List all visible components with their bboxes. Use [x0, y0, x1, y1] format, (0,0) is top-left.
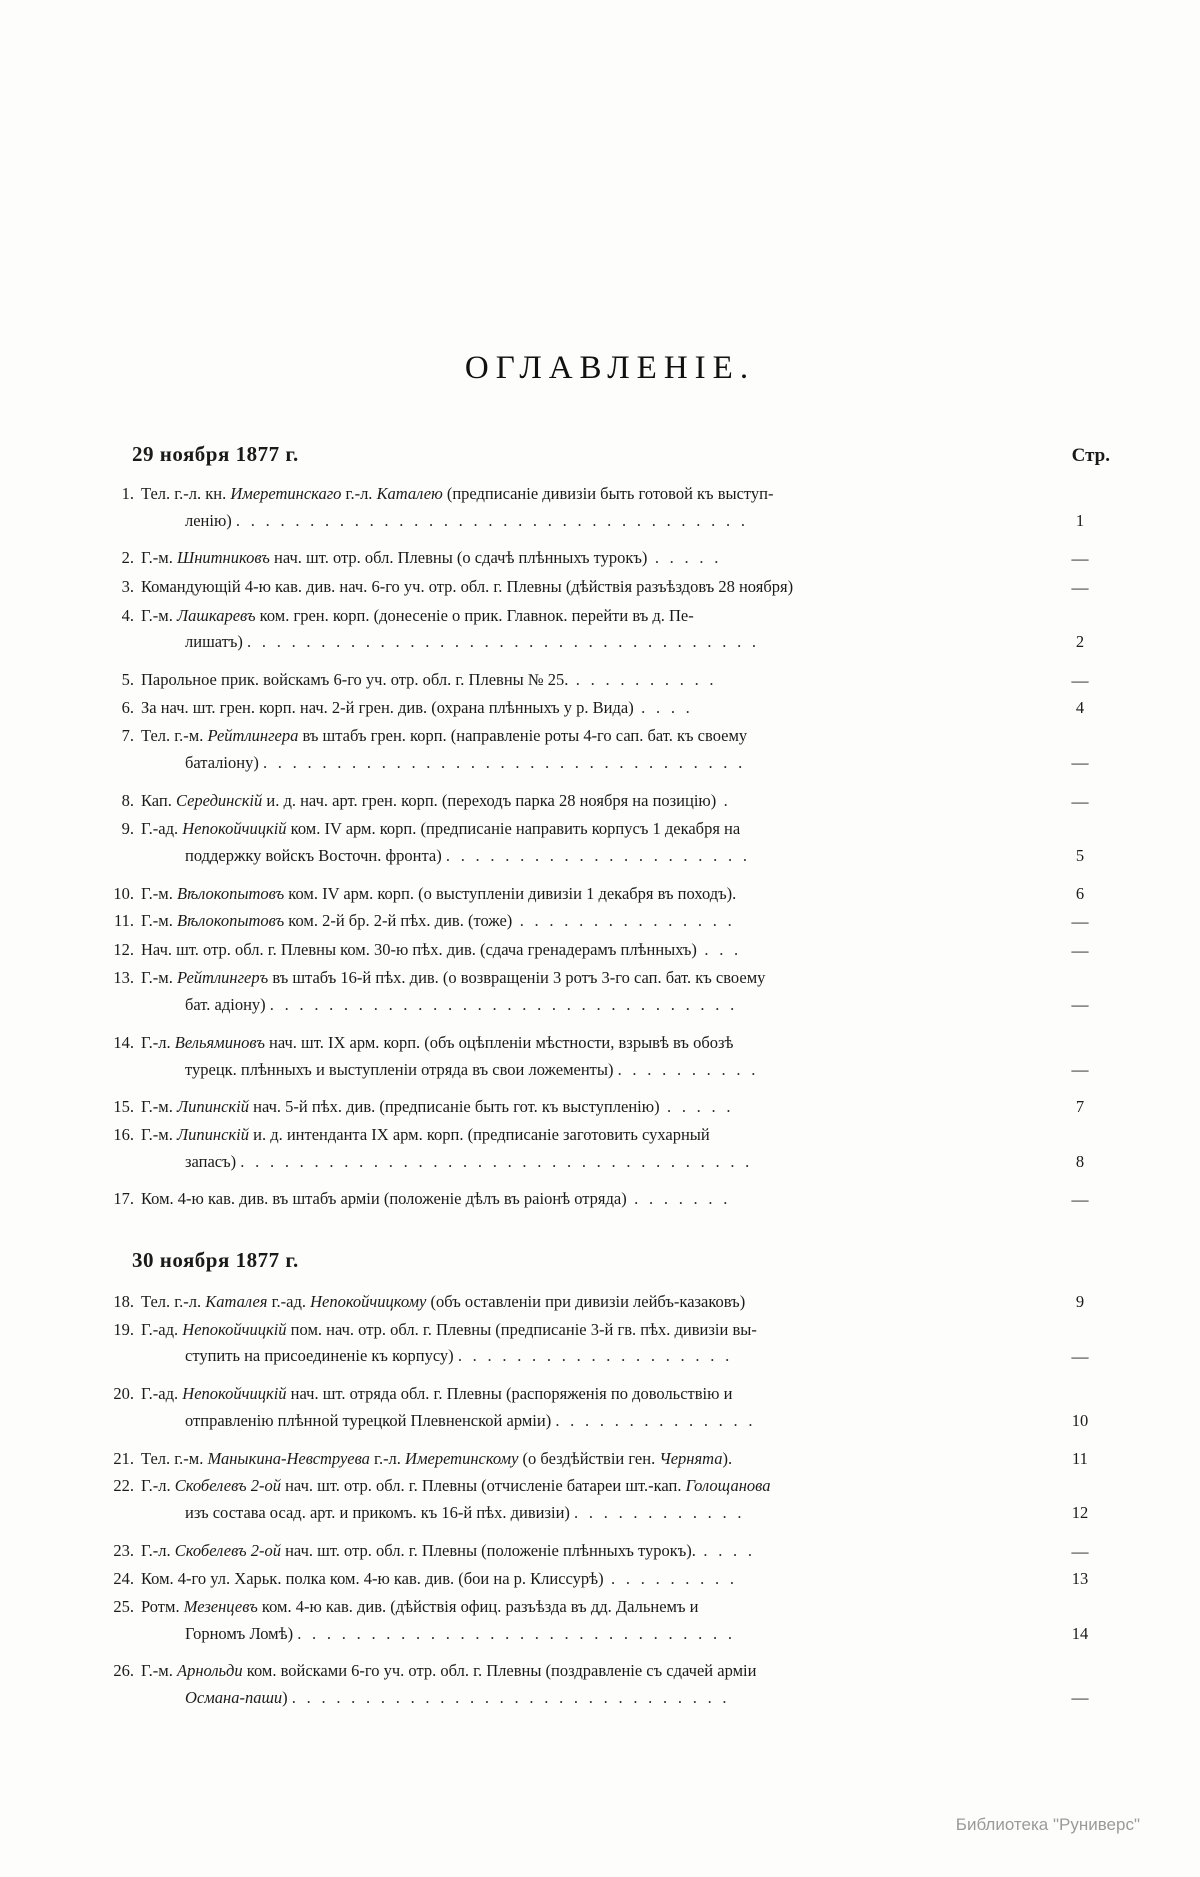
toc-entry-number: 21. — [113, 1448, 134, 1468]
page-title: ОГЛАВЛЕНІЕ. — [464, 350, 756, 386]
toc-entry-line: Г.-л. Скобелевъ 2-ой нач. шт. отр. обл. г. Плевны (положеніе плѣнныхъ турокъ). — [141, 1540, 696, 1560]
toc-entry-line: Г.-м. Рейтлингеръ въ штабъ 16-й пѣх. див. (о возвращеніи 3 ротъ 3-го сап. бат. къ своему — [141, 968, 766, 988]
page-column-header: Стр. — [1071, 445, 1110, 466]
toc-entry-page-number: — — [1071, 1541, 1089, 1561]
toc-entry-number: 24. — [113, 1569, 134, 1589]
leader-dots: . . . . . . . . . . . . . . . — [512, 911, 736, 931]
toc-entry[interactable] — [100, 937, 1110, 965]
toc-entry[interactable] — [100, 545, 1110, 573]
toc-entry-number: 2. — [121, 548, 134, 568]
toc-entry-page-number: 9 — [1075, 1291, 1085, 1311]
toc-entry-line-continued: запасъ) . . . . . . . . . . . . . . . . . . . . . . . . . . . . . . . . . . . — [185, 1151, 753, 1171]
toc-entry-line-continued: турецк. плѣнныхъ и выступленіи отряда въ свои ложементы) . . . . . . . . . . — [185, 1059, 759, 1079]
toc-entry-line: Г.-л. Скобелевъ 2-ой нач. шт. отр. обл. г. Плевны (отчисленіе батареи шт.-кап. Голощанова — [141, 1476, 771, 1496]
toc-entry[interactable] — [100, 481, 1110, 534]
entry-spacer — [100, 778, 1110, 788]
toc-entry-page-number: 1 — [1075, 510, 1085, 530]
toc-entry-page-number: 11 — [1072, 1448, 1088, 1468]
toc-entry-page-number: — — [1071, 1059, 1089, 1079]
toc-entry-number: 17. — [113, 1189, 134, 1209]
toc-entry[interactable] — [100, 1446, 1110, 1473]
section-2-entry-list — [100, 1289, 1110, 1723]
toc-entry-text — [141, 1594, 1044, 1647]
toc-entry-page-number: — — [1071, 1190, 1089, 1210]
leader-dots: . . . . . . . . . . . . . . . . . . . . . — [445, 845, 751, 865]
toc-entry-page-number: — — [1071, 791, 1089, 811]
toc-entry-text — [141, 937, 1044, 964]
toc-entry-line-continued: поддержку войскъ Восточн. фронта) . . . . . . . . . . . . . . . . . . . . . — [185, 845, 751, 865]
section-header-row-2 — [100, 1248, 1110, 1273]
entry-spacer — [100, 535, 1110, 545]
toc-entry-page-number: — — [1071, 753, 1089, 773]
toc-entry-text — [141, 1473, 1044, 1526]
toc-entry[interactable] — [100, 1381, 1110, 1434]
toc-entry-text — [141, 603, 1044, 656]
section-heading-2: 30 ноября 1877 г. — [132, 1247, 299, 1272]
toc-entry-line: Г.-ад. Непокойчицкій нач. шт. отряда обл. г. Плевны (распоряженія по довольствію и — [141, 1384, 733, 1404]
toc-entry-line-continued: ленію) . . . . . . . . . . . . . . . . . . . . . . . . . . . . . . . . . . . — [185, 510, 749, 530]
toc-entry-page-number: 5 — [1075, 845, 1085, 865]
entry-spacer — [100, 657, 1110, 667]
leader-dots: . . . . . . . . . . . . . . . . . . . . . . . . . . . . . . . . — [269, 995, 738, 1015]
toc-entry-number: 9. — [121, 819, 134, 839]
entry-spacer — [100, 871, 1110, 881]
leader-dots: . . . . — [633, 698, 694, 718]
toc-entry[interactable] — [100, 1594, 1110, 1647]
section-header-row — [100, 442, 1110, 467]
leader-dots: . . . . . . . . . . — [617, 1059, 759, 1079]
toc-entry-page-number: 12 — [1071, 1502, 1089, 1522]
toc-entry-line: Г.-м. Вѣлокопытовъ ком. 2-й бр. 2-й пѣх. див. (тоже) — [141, 911, 513, 931]
entry-spacer — [100, 1371, 1110, 1381]
toc-entry-line: Г.-ад. Непокойчицкій пом. нач. отр. обл. г. Плевны (предписаніе 3-й гв. пѣх. дивизіи вы- — [141, 1319, 757, 1339]
toc-entry-line: Ком. 4-го ул. Харьк. полка ком. 4-ю кав. див. (бои на р. Клиссурѣ) — [141, 1569, 604, 1589]
toc-entry-number: 22. — [113, 1476, 134, 1496]
toc-entry-number: 13. — [113, 968, 134, 988]
toc-entry-line: Кап. Серединскій и. д. нач. арт. грен. корп. (переходъ парка 28 ноября на позицію) — [141, 790, 717, 810]
toc-entry-line-continued: баталіону) . . . . . . . . . . . . . . . . . . . . . . . . . . . . . . . . . — [185, 752, 746, 772]
toc-entry-line: Г.-ад. Непокойчицкій ком. IV арм. корп. (предписаніе направить корпусъ 1 декабря на — [141, 819, 741, 839]
entry-spacer — [100, 1436, 1110, 1446]
toc-entry[interactable] — [100, 1122, 1110, 1175]
toc-entry-text — [141, 1094, 1044, 1121]
toc-entry-page-number: 4 — [1075, 698, 1085, 718]
toc-entry[interactable] — [100, 667, 1110, 695]
toc-entry-number: 3. — [121, 576, 134, 596]
toc-entry-page-number: — — [1071, 1688, 1089, 1708]
toc-entry-page-number: — — [1071, 549, 1089, 569]
toc-entry-number: 10. — [113, 883, 134, 903]
toc-entry[interactable] — [100, 965, 1110, 1018]
entry-spacer — [100, 1084, 1110, 1094]
toc-entry-line-continued: Османа-паши) . . . . . . . . . . . . . . . . . . . . . . . . . . . . . . — [185, 1688, 730, 1708]
toc-entry-number: 26. — [113, 1661, 134, 1681]
toc-entry-line: Ротм. Мезенцевъ ком. 4-ю кав. див. (дѣйствія офиц. разъѣзда въ дд. Дальнемъ и — [141, 1596, 699, 1616]
toc-entry-text — [141, 1030, 1044, 1083]
toc-entry-number: 1. — [121, 484, 134, 503]
toc-entry-page-number: 10 — [1071, 1410, 1089, 1430]
toc-entry[interactable] — [100, 574, 1110, 602]
toc-entry-number: 5. — [121, 669, 134, 689]
toc-entry-text — [141, 1566, 1044, 1593]
toc-entry-number: 16. — [113, 1124, 134, 1144]
toc-entry[interactable] — [100, 788, 1110, 816]
leader-dots: . . . . . . . . . . . . . . . . . . . . . . . . . . . . . . — [291, 1688, 730, 1708]
toc-entry-line-continued: бат. адіону) . . . . . . . . . . . . . . . . . . . . . . . . . . . . . . . . — [185, 995, 738, 1015]
toc-entry-number: 18. — [113, 1291, 134, 1311]
toc-entry-page-number: — — [1071, 670, 1089, 690]
leader-dots: . . . . . — [647, 548, 722, 568]
toc-entry-line: Тел. г.-м. Маныкина-Невструева г.-л. Имеретинскому (о бездѣйствіи ген. Чернята). — [141, 1448, 733, 1468]
library-watermark: Библиотека "Руниверс" — [955, 1815, 1140, 1834]
toc-entry-number: 4. — [121, 605, 134, 625]
toc-entry-text — [141, 1122, 1044, 1175]
toc-entry[interactable] — [100, 908, 1110, 936]
toc-entry[interactable] — [100, 695, 1110, 722]
toc-entry-line: Тел. г.-л. кн. Имеретинскаго г.-л. Каталею (предписаніе дивизіи быть готовой къ выступ- — [141, 484, 774, 503]
toc-entry-line: За нач. шт. грен. корп. нач. 2-й грен. див. (охрана плѣнныхъ у р. Вида) — [141, 698, 634, 718]
toc-entry-line: Г.-м. Вѣлокопытовъ ком. IV арм. корп. (о выступленіи дивизіи 1 декабря въ походъ). — [141, 883, 737, 903]
toc-entry[interactable] — [100, 1289, 1110, 1316]
toc-entry[interactable] — [100, 816, 1110, 869]
toc-entry-number: 15. — [113, 1097, 134, 1117]
toc-entry-line: Г.-м. Липинскій нач. 5-й пѣх. див. (предписаніе быть гот. къ выступленію) — [141, 1097, 660, 1117]
section-1-entry-list — [100, 481, 1110, 1214]
toc-entry[interactable] — [100, 1473, 1110, 1526]
toc-entry[interactable] — [100, 1317, 1110, 1370]
toc-entry-number: 25. — [113, 1596, 134, 1616]
toc-entry-number: 20. — [113, 1384, 134, 1404]
toc-entry[interactable] — [100, 1658, 1110, 1711]
toc-entry-line: Нач. шт. отр. обл. г. Плевны ком. 30-ю пѣх. див. (сдача гренадерамъ плѣнныхъ) — [141, 939, 697, 959]
toc-entry-text — [141, 908, 1044, 935]
entry-spacer — [100, 1176, 1110, 1186]
leader-dots: . . . . . . . . . . . . . . . . . . . . . . . . . . . . . . . . . — [262, 752, 746, 772]
toc-entry-page-number: — — [1071, 940, 1089, 960]
toc-entry-number: 19. — [113, 1319, 134, 1339]
toc-entry-line: Г.-м. Шнитниковъ нач. шт. отр. обл. Плевны (о сдачѣ плѣнныхъ турокъ) — [141, 548, 648, 568]
toc-entry-text — [141, 1289, 1044, 1316]
leader-dots: . . . . . — [659, 1097, 734, 1117]
toc-entry-text — [141, 1381, 1044, 1434]
toc-entry-page-number: 8 — [1075, 1151, 1085, 1171]
toc-entry-text — [141, 816, 1044, 869]
toc-entry-text — [141, 574, 1044, 601]
toc-entry-line: Парольное прик. войскамъ 6-го уч. отр. обл. г. Плевны № 25. — [141, 669, 569, 689]
toc-entry-text — [141, 881, 1044, 908]
toc-entry-number: 14. — [113, 1032, 134, 1052]
toc-entry-page-number: — — [1071, 577, 1089, 597]
leader-dots: . . . . . . . . . . . . — [574, 1502, 745, 1522]
leader-dots: . . . . . . . . . . . . . . . . . . . . . . . . . . . . . . . . . . . — [240, 1151, 753, 1171]
toc-entry-line: Г.-л. Вельяминовъ нач. шт. IX арм. корп. (объ оцѣпленіи мѣстности, взрывѣ въ обозѣ — [141, 1032, 734, 1052]
toc-entry-line-continued: отправленію плѣнной турецкой Плевненской арміи) . . . . . . . . . . . . . . — [185, 1410, 756, 1430]
leader-dots: . . . . . . . — [626, 1189, 731, 1209]
toc-entry[interactable] — [100, 603, 1110, 656]
toc-entry-text — [141, 1658, 1044, 1711]
toc-entry[interactable] — [100, 1538, 1110, 1566]
entry-spacer — [100, 1020, 1110, 1030]
toc-entry-text — [141, 788, 1044, 815]
toc-entry-line: Тел. г.-л. Каталея г.-ад. Непокойчицкому (объ оставленіи при дивизіи лейбъ-казаковъ) — [141, 1291, 746, 1311]
toc-entry-text — [141, 667, 1044, 694]
section-heading-1: 29 ноября 1877 г. — [132, 442, 299, 466]
toc-entry-page-number: — — [1071, 995, 1089, 1015]
entry-spacer — [100, 1713, 1110, 1723]
toc-entry-number: 11. — [113, 911, 134, 931]
leader-dots: . . . . . . . . . . — [568, 669, 717, 689]
leader-dots: . . . . — [695, 1540, 756, 1560]
toc-entry-number: 8. — [121, 790, 134, 810]
toc-entry[interactable] — [100, 1186, 1110, 1214]
leader-dots: . . . — [696, 939, 742, 959]
toc-entry-page-number: — — [1071, 1346, 1089, 1366]
toc-entry-line-continued: лишатъ) . . . . . . . . . . . . . . . . . . . . . . . . . . . . . . . . . . . — [185, 632, 760, 652]
leader-dots: . . . . . . . . . . . . . . . . . . . . . . . . . . . . . . . . . . . — [235, 510, 749, 530]
toc-entry-page-number: 6 — [1075, 883, 1085, 903]
toc-entry[interactable] — [100, 1094, 1110, 1121]
toc-entry-line-continued: Горномъ Ломѣ) . . . . . . . . . . . . . . . . . . . . . . . . . . . . . . — [185, 1623, 736, 1643]
toc-entry-text — [141, 1186, 1044, 1213]
toc-entry-line: Г.-м. Липинскій и. д. интенданта IX арм. корп. (предписаніе заготовить сухарный — [141, 1124, 710, 1144]
toc-entry-page-number: 2 — [1075, 632, 1085, 652]
leader-dots: . — [716, 790, 732, 810]
toc-entry-line: Г.-м. Лашкаревъ ком. грен. корп. (донесеніе о прик. Главнок. перейти въ д. Пе- — [141, 605, 694, 625]
toc-entry[interactable] — [100, 881, 1110, 908]
toc-entry[interactable] — [100, 723, 1110, 776]
leader-dots: . . . . . . . . . . . . . . . . . . . — [457, 1346, 733, 1366]
toc-entry[interactable] — [100, 1030, 1110, 1083]
toc-entry-page-number: 13 — [1071, 1569, 1089, 1589]
toc-entry[interactable] — [100, 1566, 1110, 1593]
toc-entry-number: 7. — [121, 726, 134, 746]
toc-entry-number: 12. — [113, 939, 134, 959]
leader-dots: . . . . . . . . . — [603, 1569, 738, 1589]
toc-entry-line: Ком. 4-ю кав. див. въ штабъ арміи (положеніе дѣлъ въ раіонѣ отряда) — [141, 1189, 627, 1209]
toc-entry-text — [141, 695, 1044, 722]
leader-dots: . . . . . . . . . . . . . . . . . . . . . . . . . . . . . . — [297, 1623, 736, 1643]
leader-dots: . . . . . . . . . . . . . . — [555, 1410, 756, 1430]
toc-entry-page-number: — — [1071, 912, 1089, 932]
toc-entry-text — [141, 1538, 1044, 1565]
toc-entry-line: Г.-м. Арнольди ком. войсками 6-го уч. отр. обл. г. Плевны (поздравленіе съ сдачей арміи — [141, 1661, 757, 1681]
toc-entry-text — [141, 1446, 1044, 1473]
toc-entry-text — [141, 545, 1044, 572]
entry-spacer — [100, 1528, 1110, 1538]
toc-entry-line: Командующій 4-ю кав. див. нач. 6-го уч. отр. обл. г. Плевны (дѣйствія разъѣздовъ 28 ноября) — [141, 576, 794, 596]
toc-entry-number: 23. — [113, 1540, 134, 1560]
toc-entry-text — [141, 965, 1044, 1018]
toc-entry-line: Тел. г.-м. Рейтлингера въ штабъ грен. корп. (направленіе роты 4-го сап. бат. къ своему — [141, 726, 748, 746]
entry-spacer — [100, 1648, 1110, 1658]
toc-entry-page-number: 7 — [1075, 1097, 1085, 1117]
toc-entry-number: 6. — [121, 698, 134, 718]
toc-entry-page-number: 14 — [1071, 1623, 1089, 1643]
leader-dots: . . . . . . . . . . . . . . . . . . . . . . . . . . . . . . . . . . . — [247, 632, 760, 652]
table-of-contents — [100, 350, 1110, 1723]
toc-entry-text — [141, 1317, 1044, 1370]
toc-entry-text — [141, 723, 1044, 776]
toc-entry-line-continued: ступить на присоединеніе къ корпусу) . . . . . . . . . . . . . . . . . . . — [185, 1346, 733, 1366]
toc-entry-line-continued: изъ состава осад. арт. и прикомъ. къ 16-й пѣх. дивизіи) . . . . . . . . . . . . — [185, 1502, 745, 1522]
toc-entry-text — [141, 481, 1044, 534]
